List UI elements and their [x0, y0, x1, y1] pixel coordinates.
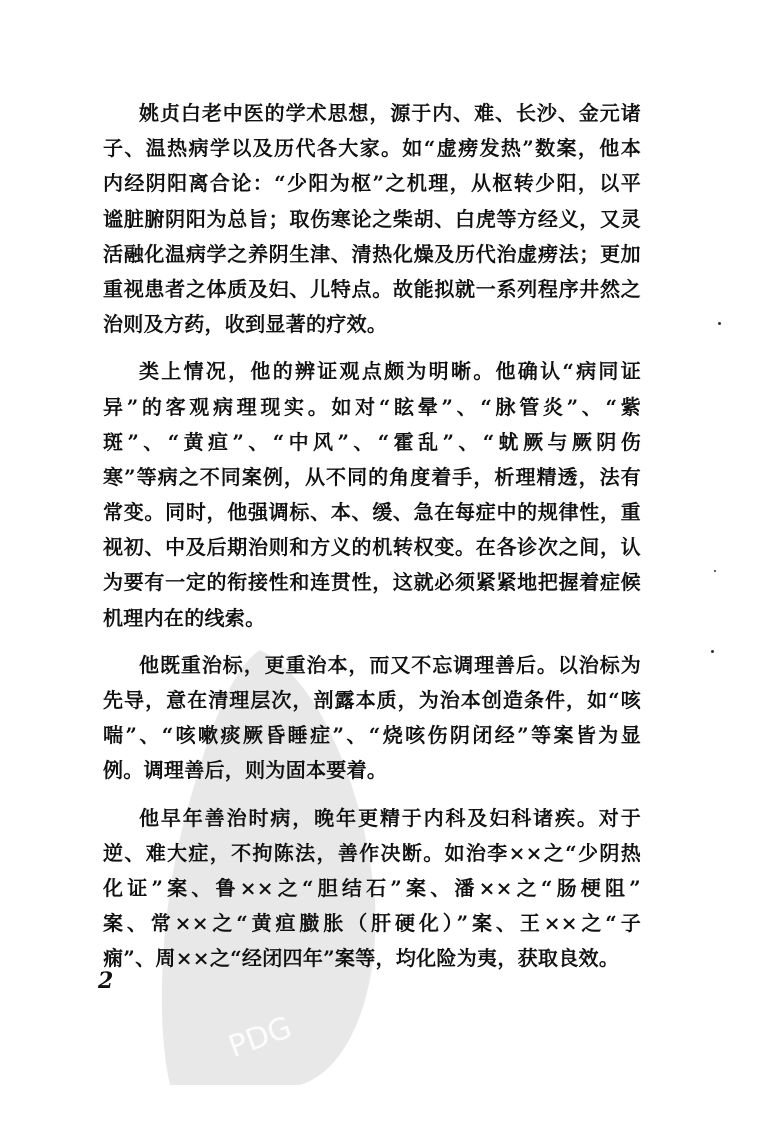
text-line: 先导，意在清理层次，剖露本质，为治本创造条件，如“咳: [103, 688, 641, 712]
text-line: 治则及方药，收到显著的疗效。: [103, 312, 388, 337]
text-line: 常变。同时，他强调标、本、缓、急在每症中的规律性，重: [103, 500, 641, 525]
scan-speck: [711, 650, 714, 653]
text-line: 为要有一定的衔接性和连贯性，这就必须紧紧地把握着症候: [103, 570, 641, 595]
text-line: 子、温热病学以及历代各大家。如“虚痨发热”数案，他本: [103, 136, 641, 161]
text-line: 逆、难大症，不拘陈法，善作决断。如治李××之“少阴热: [103, 840, 641, 865]
page-number: 2: [98, 968, 114, 994]
text-line: 斑”、“黄疸”、“中风”、“霍乱”、“蚘厥与厥阴伤: [103, 429, 641, 454]
text-line: 他既重治标，更重治本，而又不忘调理善后。以治标为: [139, 652, 641, 677]
text-line: 机理内在的线索。: [103, 605, 266, 630]
scan-speck: [718, 322, 721, 325]
scan-speck: [714, 570, 716, 572]
text-line: 视初、中及后期治则和方义的机转权变。在各诊次之间，认: [103, 535, 641, 560]
paragraph: [103, 648, 641, 789]
text-line: 活融化温病学之养阴生津、清热化燥及历代治虚痨法；更加: [103, 241, 641, 266]
text-line: 类上情况，他的辨证观点颇为明晰。他确认“病同证: [139, 359, 641, 384]
text-line: 案、常××之“黄疸臌胀（肝硬化）”案、王××之“子: [103, 911, 641, 936]
text-line: 异”的客观病理现实。如对“眩晕”、“脉管炎”、“紫: [103, 394, 641, 419]
text-line: 他早年善治时病，晚年更精于内科及妇科诸疾。对于: [139, 805, 641, 830]
text-line: 姚贞白老中医的学术思想，源于内、难、长沙、金元诸: [139, 101, 641, 125]
text-line: 例。调理善后，则为固本要着。: [103, 758, 388, 783]
text-line: 谧脏腑阴阳为总旨；取伤寒论之柴胡、白虎等方经义，又灵: [103, 206, 641, 231]
paragraph-gap: [103, 342, 641, 354]
text-line: 寒”等病之不同案例，从不同的角度着手，析理精透，法有: [103, 464, 641, 489]
text-line: 喘”、“咳嗽痰厥昏睡症”、“烧咳伤阴闭经”等案皆为显: [103, 723, 641, 748]
paragraph: [103, 96, 641, 342]
text-line: 重视患者之体质及妇、儿特点。故能拟就一系列程序井然之: [103, 276, 641, 301]
watermark-label: PDG: [223, 1010, 297, 1065]
text-line: 痫”、周××之“经闭四年”案等，均化险为夷，获取良效。: [103, 946, 620, 971]
paragraph-gap: [103, 636, 641, 648]
text-line: 化证”案、鲁××之“胆结石”案、潘××之“肠梗阻”: [103, 875, 641, 900]
body-text: [103, 96, 641, 977]
text-line: 内经阴阳离合论：“少阳为枢”之机理，从枢转少阳，以平: [103, 171, 641, 196]
paragraph-gap: [103, 789, 641, 801]
paragraph: [103, 801, 641, 977]
paragraph: [103, 354, 641, 636]
